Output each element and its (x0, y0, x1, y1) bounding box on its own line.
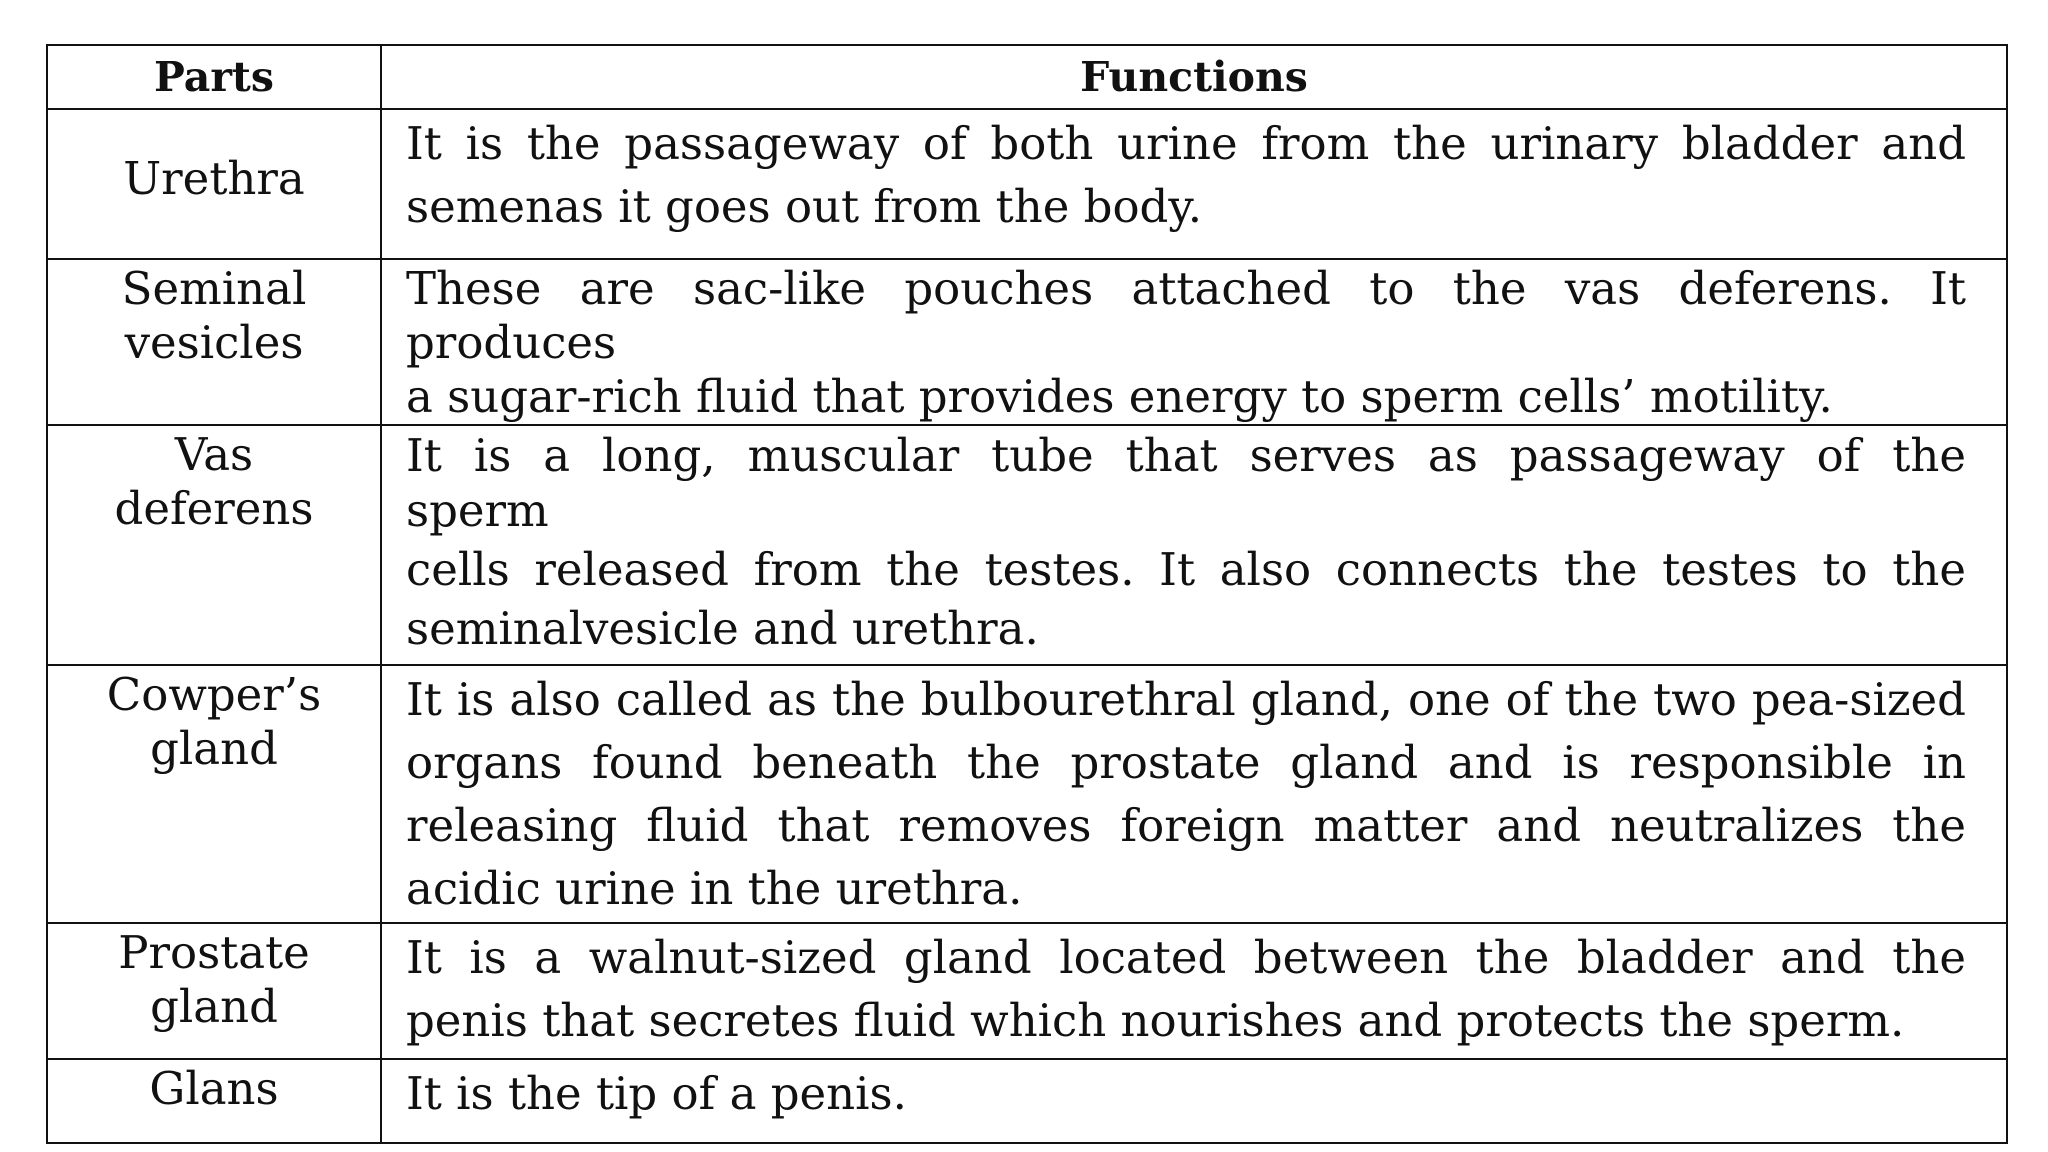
table-header-row (47, 45, 2007, 109)
function-line: semenas it goes out from the body. (406, 180, 1203, 233)
function-cell (381, 923, 2007, 1059)
function-line: It is a walnut-sized gland located between the bladder and the (406, 931, 1966, 984)
part-name: Seminal (121, 262, 307, 315)
function-cell (381, 1059, 2007, 1143)
table-row-cowpers-gland (47, 665, 2007, 923)
part-cell (47, 425, 381, 665)
table-row-urethra (47, 109, 2007, 259)
function-line: penis that secretes fluid which nourishes and protects the sperm. (406, 994, 1905, 1047)
function-cell (381, 425, 2007, 665)
part-cell (47, 109, 381, 259)
function-line: releasing fluid that removes foreign matter and neutralizes the (406, 799, 1966, 852)
part-name: gland (150, 980, 278, 1033)
function-line: seminalvesicle and urethra. (406, 602, 1039, 655)
part-cell (47, 1059, 381, 1143)
function-cell (381, 259, 2007, 425)
function-line: acidic urine in the urethra. (406, 862, 1023, 915)
parts-functions-table-wrapper (46, 44, 2006, 1144)
function-line: It is also called as the bulbourethral gland, one of the two pea-sized (406, 673, 1966, 726)
part-name: Cowper’s (106, 668, 322, 721)
part-cell (47, 923, 381, 1059)
function-line: cells released from the testes. It also connects the testes to the (406, 543, 1966, 596)
part-name: Prostate (118, 926, 310, 979)
table-row-vas-deferens (47, 425, 2007, 665)
functions-column-header: Functions (381, 45, 2007, 109)
function-line: organs found beneath the prostate gland and is responsible in (406, 736, 1966, 789)
part-name: Glans (149, 1062, 279, 1115)
part-cell (47, 259, 381, 425)
part-name: gland (150, 722, 278, 775)
part-name: Vas (174, 428, 254, 481)
part-name: vesicles (124, 316, 304, 369)
table-row-seminal-vesicles (47, 259, 2007, 425)
part-name: Urethra (123, 152, 305, 205)
function-cell (381, 665, 2007, 923)
function-line: These are sac-like pouches attached to the vas deferens. It produces (406, 262, 1966, 369)
function-line: a sugar-rich fluid that provides energy to sperm cells’ motility. (406, 370, 1833, 423)
part-cell (47, 665, 381, 923)
table-row-prostate-gland (47, 923, 2007, 1059)
function-line: It is a long, muscular tube that serves as passageway of the (406, 429, 1966, 482)
parts-functions-table (46, 44, 2008, 1144)
table-row-glans (47, 1059, 2007, 1143)
function-cell (381, 109, 2007, 259)
function-line: It is the passageway of both urine from the urinary bladder and (406, 117, 1966, 170)
function-line: It is the tip of a penis. (406, 1067, 907, 1120)
parts-column-header: Parts (47, 45, 381, 109)
part-name: deferens (114, 482, 314, 535)
function-line: sperm (406, 484, 549, 537)
